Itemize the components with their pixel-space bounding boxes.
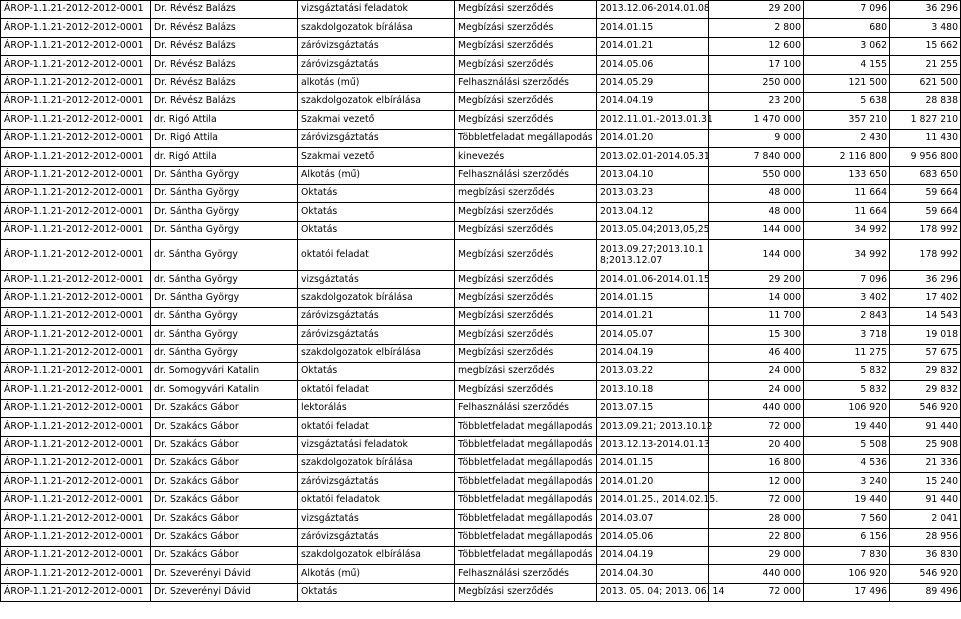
total-cell: 178 992	[890, 240, 961, 271]
contract-type-cell: Felhasználási szerződés	[455, 166, 597, 184]
person-name-cell: Dr. Szakács Gábor	[151, 418, 298, 436]
total-cell: 57 675	[890, 344, 961, 362]
project-code-cell: ÁROP-1.1.21-2012-2012-0001	[1, 1, 151, 19]
project-code-cell: ÁROP-1.1.21-2012-2012-0001	[1, 399, 151, 417]
person-name-cell: dr. Rigó Attila	[151, 111, 298, 129]
table-row	[1, 92, 961, 110]
gross-amount-cell: 550 000	[709, 166, 804, 184]
table-row	[1, 271, 961, 289]
table-row	[1, 326, 961, 344]
date-cell: 2014.04.30	[597, 565, 709, 583]
table-row	[1, 418, 961, 436]
person-name-cell: Dr. Szakács Gábor	[151, 436, 298, 454]
gross-amount-cell: 46 400	[709, 344, 804, 362]
date-cell: 2014.04.19	[597, 344, 709, 362]
contribution-cell: 357 210	[804, 111, 890, 129]
gross-amount-cell: 12 600	[709, 37, 804, 55]
contribution-cell: 17 496	[804, 583, 890, 601]
task-cell: vizsgáztatás	[298, 510, 455, 528]
person-name-cell: Dr. Révész Balázs	[151, 56, 298, 74]
contract-type-cell: Többletfeladat megállapodás	[455, 418, 597, 436]
task-cell: vizsgáztatási feladatok	[298, 1, 455, 19]
table-row	[1, 111, 961, 129]
total-cell: 1 827 210	[890, 111, 961, 129]
contract-type-cell: megbízási szerződés	[455, 363, 597, 381]
task-cell: szakdolgozatok elbírálása	[298, 546, 455, 564]
task-cell: alkotás (mű)	[298, 74, 455, 92]
total-cell: 25 908	[890, 436, 961, 454]
person-name-cell: Dr. Sántha György	[151, 221, 298, 239]
task-cell: szakdolgozatok bírálása	[298, 454, 455, 472]
contract-type-cell: Megbízási szerződés	[455, 240, 597, 271]
task-cell: vizsgáztatás	[298, 271, 455, 289]
project-code-cell: ÁROP-1.1.21-2012-2012-0001	[1, 221, 151, 239]
contract-type-cell: Többletfeladat megállapodás	[455, 491, 597, 509]
total-cell: 683 650	[890, 166, 961, 184]
gross-amount-cell: 29 200	[709, 271, 804, 289]
task-cell: vizsgáztatási feladatok	[298, 436, 455, 454]
contribution-cell: 19 440	[804, 418, 890, 436]
contract-type-cell: kinevezés	[455, 148, 597, 166]
contract-type-cell: Felhasználási szerződés	[455, 74, 597, 92]
project-code-cell: ÁROP-1.1.21-2012-2012-0001	[1, 491, 151, 509]
gross-amount-cell: 48 000	[709, 203, 804, 221]
contribution-cell: 34 992	[804, 221, 890, 239]
contracts-table-body	[1, 1, 961, 602]
contract-type-cell: Megbízási szerződés	[455, 56, 597, 74]
date-cell: 2013.12.06-2014.01.08	[597, 1, 709, 19]
table-row	[1, 583, 961, 601]
project-code-cell: ÁROP-1.1.21-2012-2012-0001	[1, 19, 151, 37]
contract-type-cell: Megbízási szerződés	[455, 289, 597, 307]
gross-amount-cell: 144 000	[709, 240, 804, 271]
total-cell: 17 402	[890, 289, 961, 307]
table-row	[1, 19, 961, 37]
table-row	[1, 307, 961, 325]
person-name-cell: dr. Sántha György	[151, 271, 298, 289]
table-row	[1, 436, 961, 454]
task-cell: záróvizsgáztatás	[298, 473, 455, 491]
gross-amount-cell: 11 700	[709, 307, 804, 325]
task-cell: záróvizsgáztatás	[298, 56, 455, 74]
total-cell: 28 956	[890, 528, 961, 546]
gross-amount-cell: 48 000	[709, 184, 804, 202]
total-cell: 91 440	[890, 491, 961, 509]
table-row	[1, 344, 961, 362]
project-code-cell: ÁROP-1.1.21-2012-2012-0001	[1, 74, 151, 92]
person-name-cell: Dr. Szakács Gábor	[151, 528, 298, 546]
date-cell: 2014.05.06	[597, 56, 709, 74]
task-cell: záróvizsgáztatás	[298, 307, 455, 325]
contribution-cell: 11 664	[804, 184, 890, 202]
project-code-cell: ÁROP-1.1.21-2012-2012-0001	[1, 289, 151, 307]
person-name-cell: Dr. Sántha György	[151, 166, 298, 184]
contract-type-cell: Megbízási szerződés	[455, 583, 597, 601]
gross-amount-cell: 24 000	[709, 363, 804, 381]
contract-type-cell: Többletfeladat megállapodás	[455, 473, 597, 491]
project-code-cell: ÁROP-1.1.21-2012-2012-0001	[1, 565, 151, 583]
table-row	[1, 289, 961, 307]
contribution-cell: 7 096	[804, 1, 890, 19]
date-cell: 2014.03.07	[597, 510, 709, 528]
table-row	[1, 166, 961, 184]
total-cell: 59 664	[890, 203, 961, 221]
table-row	[1, 381, 961, 399]
table-row	[1, 528, 961, 546]
person-name-cell: Dr. Sántha György	[151, 184, 298, 202]
gross-amount-cell: 15 300	[709, 326, 804, 344]
contribution-cell: 11 275	[804, 344, 890, 362]
date-cell: 2013.05.04;2013,05,25	[597, 221, 709, 239]
contribution-cell: 5 638	[804, 92, 890, 110]
project-code-cell: ÁROP-1.1.21-2012-2012-0001	[1, 454, 151, 472]
total-cell: 91 440	[890, 418, 961, 436]
task-cell: oktatói feladat	[298, 381, 455, 399]
total-cell: 21 255	[890, 56, 961, 74]
total-cell: 28 838	[890, 92, 961, 110]
gross-amount-cell: 2 800	[709, 19, 804, 37]
person-name-cell: Dr. Révész Balázs	[151, 74, 298, 92]
table-row	[1, 399, 961, 417]
task-cell: Alkotás (mű)	[298, 166, 455, 184]
person-name-cell: Dr. Szakács Gábor	[151, 399, 298, 417]
contribution-cell: 3 402	[804, 289, 890, 307]
task-cell: szakdolgozatok elbírálása	[298, 344, 455, 362]
contribution-cell: 106 920	[804, 399, 890, 417]
contract-type-cell: Megbízási szerződés	[455, 221, 597, 239]
contract-type-cell: Többletfeladat megállapodás	[455, 454, 597, 472]
person-name-cell: dr. Sántha György	[151, 344, 298, 362]
contract-type-cell: Felhasználási szerződés	[455, 565, 597, 583]
task-cell: lektorálás	[298, 399, 455, 417]
person-name-cell: Dr. Szakács Gábor	[151, 510, 298, 528]
gross-amount-cell: 14 000	[709, 289, 804, 307]
contribution-cell: 3 718	[804, 326, 890, 344]
table-row	[1, 37, 961, 55]
gross-amount-cell: 72 000	[709, 583, 804, 601]
project-code-cell: ÁROP-1.1.21-2012-2012-0001	[1, 240, 151, 271]
person-name-cell: dr. Somogyvári Katalin	[151, 381, 298, 399]
date-cell: 2013. 05. 04; 2013. 06. 14	[597, 583, 709, 601]
contribution-cell: 7 560	[804, 510, 890, 528]
project-code-cell: ÁROP-1.1.21-2012-2012-0001	[1, 184, 151, 202]
date-cell: 2014.01.15	[597, 289, 709, 307]
total-cell: 2 041	[890, 510, 961, 528]
project-code-cell: ÁROP-1.1.21-2012-2012-0001	[1, 307, 151, 325]
contract-type-cell: Megbízási szerződés	[455, 381, 597, 399]
contract-type-cell: Megbízási szerződés	[455, 203, 597, 221]
table-row	[1, 221, 961, 239]
task-cell: Alkotás (mű)	[298, 565, 455, 583]
task-cell: szakdolgozatok bírálása	[298, 19, 455, 37]
date-cell: 2014.04.19	[597, 546, 709, 564]
contribution-cell: 3 240	[804, 473, 890, 491]
contribution-cell: 5 832	[804, 381, 890, 399]
person-name-cell: dr. Sántha György	[151, 326, 298, 344]
contribution-cell: 5 508	[804, 436, 890, 454]
task-cell: záróvizsgáztatás	[298, 528, 455, 546]
person-name-cell: Dr. Rigó Attila	[151, 129, 298, 147]
gross-amount-cell: 440 000	[709, 565, 804, 583]
person-name-cell: Dr. Szakács Gábor	[151, 454, 298, 472]
project-code-cell: ÁROP-1.1.21-2012-2012-0001	[1, 436, 151, 454]
table-row	[1, 546, 961, 564]
date-cell: 2014.04.19	[597, 92, 709, 110]
gross-amount-cell: 72 000	[709, 418, 804, 436]
date-cell: 2013.04.12	[597, 203, 709, 221]
date-cell: 2013.04.10	[597, 166, 709, 184]
task-cell: Szakmai vezető	[298, 111, 455, 129]
gross-amount-cell: 17 100	[709, 56, 804, 74]
gross-amount-cell: 23 200	[709, 92, 804, 110]
contribution-cell: 4 155	[804, 56, 890, 74]
person-name-cell: Dr. Szeverényi Dávid	[151, 565, 298, 583]
table-row	[1, 184, 961, 202]
project-code-cell: ÁROP-1.1.21-2012-2012-0001	[1, 56, 151, 74]
task-cell: oktatói feladatok	[298, 491, 455, 509]
gross-amount-cell: 28 000	[709, 510, 804, 528]
total-cell: 546 920	[890, 399, 961, 417]
project-code-cell: ÁROP-1.1.21-2012-2012-0001	[1, 166, 151, 184]
contribution-cell: 3 062	[804, 37, 890, 55]
task-cell: szakdolgozatok bírálása	[298, 289, 455, 307]
date-cell: 2014.01.20	[597, 473, 709, 491]
total-cell: 15 662	[890, 37, 961, 55]
total-cell: 29 832	[890, 381, 961, 399]
total-cell: 36 830	[890, 546, 961, 564]
person-name-cell: Dr. Révész Balázs	[151, 19, 298, 37]
contribution-cell: 121 500	[804, 74, 890, 92]
total-cell: 9 956 800	[890, 148, 961, 166]
contribution-cell: 2 116 800	[804, 148, 890, 166]
date-cell: 2014.05.07	[597, 326, 709, 344]
gross-amount-cell: 144 000	[709, 221, 804, 239]
contribution-cell: 19 440	[804, 491, 890, 509]
contract-type-cell: Többletfeladat megállapodás	[455, 436, 597, 454]
date-cell: 2014.01.21	[597, 37, 709, 55]
gross-amount-cell: 1 470 000	[709, 111, 804, 129]
contribution-cell: 34 992	[804, 240, 890, 271]
date-cell: 2014.01.06-2014.01.15	[597, 271, 709, 289]
contribution-cell: 11 664	[804, 203, 890, 221]
total-cell: 29 832	[890, 363, 961, 381]
gross-amount-cell: 29 200	[709, 1, 804, 19]
person-name-cell: Dr. Szakács Gábor	[151, 473, 298, 491]
contribution-cell: 106 920	[804, 565, 890, 583]
gross-amount-cell: 7 840 000	[709, 148, 804, 166]
date-cell: 2013.09.21; 2013.10.12	[597, 418, 709, 436]
contract-type-cell: megbízási szerződés	[455, 184, 597, 202]
person-name-cell: dr. Sántha György	[151, 307, 298, 325]
date-cell: 2013.10.18	[597, 381, 709, 399]
gross-amount-cell: 16 800	[709, 454, 804, 472]
project-code-cell: ÁROP-1.1.21-2012-2012-0001	[1, 583, 151, 601]
table-row	[1, 203, 961, 221]
gross-amount-cell: 440 000	[709, 399, 804, 417]
project-code-cell: ÁROP-1.1.21-2012-2012-0001	[1, 271, 151, 289]
total-cell: 178 992	[890, 221, 961, 239]
task-cell: szakdolgozatok elbírálása	[298, 92, 455, 110]
task-cell: Oktatás	[298, 583, 455, 601]
table-row	[1, 363, 961, 381]
date-cell: 2013.03.23	[597, 184, 709, 202]
person-name-cell: dr. Somogyvári Katalin	[151, 363, 298, 381]
gross-amount-cell: 12 000	[709, 473, 804, 491]
task-cell: Oktatás	[298, 221, 455, 239]
gross-amount-cell: 9 000	[709, 129, 804, 147]
date-cell: 2014.01.20	[597, 129, 709, 147]
contribution-cell: 680	[804, 19, 890, 37]
person-name-cell: Dr. Révész Balázs	[151, 92, 298, 110]
date-cell: 2014.05.29	[597, 74, 709, 92]
date-cell: 2012.11.01.-2013.01.31	[597, 111, 709, 129]
table-row	[1, 491, 961, 509]
task-cell: oktatói feladat	[298, 240, 455, 271]
contribution-cell: 2 843	[804, 307, 890, 325]
total-cell: 21 336	[890, 454, 961, 472]
date-cell: 2013.02.01-2014.05.31	[597, 148, 709, 166]
person-name-cell: Dr. Szakács Gábor	[151, 491, 298, 509]
project-code-cell: ÁROP-1.1.21-2012-2012-0001	[1, 92, 151, 110]
contract-type-cell: Megbízási szerződés	[455, 344, 597, 362]
contribution-cell: 6 156	[804, 528, 890, 546]
contribution-cell: 133 650	[804, 166, 890, 184]
total-cell: 546 920	[890, 565, 961, 583]
gross-amount-cell: 29 000	[709, 546, 804, 564]
project-code-cell: ÁROP-1.1.21-2012-2012-0001	[1, 129, 151, 147]
gross-amount-cell: 22 800	[709, 528, 804, 546]
person-name-cell: Dr. Szeverényi Dávid	[151, 583, 298, 601]
total-cell: 621 500	[890, 74, 961, 92]
project-code-cell: ÁROP-1.1.21-2012-2012-0001	[1, 546, 151, 564]
date-cell: 2013.12.13-2014.01.13	[597, 436, 709, 454]
total-cell: 19 018	[890, 326, 961, 344]
table-row	[1, 510, 961, 528]
date-cell: 2013.07.15	[597, 399, 709, 417]
contribution-cell: 5 832	[804, 363, 890, 381]
contribution-cell: 7 830	[804, 546, 890, 564]
contract-type-cell: Megbízási szerződés	[455, 1, 597, 19]
total-cell: 89 496	[890, 583, 961, 601]
contract-type-cell: Megbízási szerződés	[455, 19, 597, 37]
date-cell: 2013.09.27;2013.10.18;2013.12.07	[597, 240, 709, 271]
project-code-cell: ÁROP-1.1.21-2012-2012-0001	[1, 473, 151, 491]
contract-type-cell: Megbízási szerződés	[455, 326, 597, 344]
person-name-cell: dr. Rigó Attila	[151, 148, 298, 166]
contribution-cell: 7 096	[804, 271, 890, 289]
project-code-cell: ÁROP-1.1.21-2012-2012-0001	[1, 37, 151, 55]
total-cell: 11 430	[890, 129, 961, 147]
date-cell: 2014.01.15	[597, 19, 709, 37]
date-cell: 2014.01.25., 2014.02.15.	[597, 491, 709, 509]
table-row	[1, 129, 961, 147]
table-row	[1, 74, 961, 92]
gross-amount-cell: 20 400	[709, 436, 804, 454]
date-cell: 2014.01.21	[597, 307, 709, 325]
date-cell: 2013.03.22	[597, 363, 709, 381]
contribution-cell: 4 536	[804, 454, 890, 472]
contract-type-cell: Többletfeladat megállapodás	[455, 528, 597, 546]
table-row	[1, 240, 961, 271]
project-code-cell: ÁROP-1.1.21-2012-2012-0001	[1, 381, 151, 399]
contract-type-cell: Megbízási szerződés	[455, 37, 597, 55]
task-cell: Oktatás	[298, 363, 455, 381]
task-cell: záróvizsgáztatás	[298, 326, 455, 344]
contribution-cell: 2 430	[804, 129, 890, 147]
project-code-cell: ÁROP-1.1.21-2012-2012-0001	[1, 203, 151, 221]
contract-type-cell: Többletfeladat megállapodás	[455, 510, 597, 528]
project-code-cell: ÁROP-1.1.21-2012-2012-0001	[1, 326, 151, 344]
date-cell: 2014.01.15	[597, 454, 709, 472]
person-name-cell: Dr. Szakács Gábor	[151, 546, 298, 564]
contract-type-cell: Megbízási szerződés	[455, 111, 597, 129]
project-code-cell: ÁROP-1.1.21-2012-2012-0001	[1, 148, 151, 166]
contract-type-cell: Többletfeladat megállapodás	[455, 129, 597, 147]
table-row	[1, 1, 961, 19]
project-code-cell: ÁROP-1.1.21-2012-2012-0001	[1, 111, 151, 129]
project-code-cell: ÁROP-1.1.21-2012-2012-0001	[1, 528, 151, 546]
total-cell: 36 296	[890, 1, 961, 19]
person-name-cell: Dr. Révész Balázs	[151, 1, 298, 19]
gross-amount-cell: 250 000	[709, 74, 804, 92]
table-row	[1, 454, 961, 472]
table-row	[1, 56, 961, 74]
table-row	[1, 148, 961, 166]
person-name-cell: Dr. Révész Balázs	[151, 37, 298, 55]
total-cell: 15 240	[890, 473, 961, 491]
contract-type-cell: Megbízási szerződés	[455, 92, 597, 110]
person-name-cell: Dr. Sántha György	[151, 289, 298, 307]
table-row	[1, 473, 961, 491]
task-cell: záróvizsgáztatás	[298, 37, 455, 55]
task-cell: Oktatás	[298, 184, 455, 202]
task-cell: záróvizsgáztatás	[298, 129, 455, 147]
task-cell: Oktatás	[298, 203, 455, 221]
contract-type-cell: Megbízási szerződés	[455, 271, 597, 289]
project-code-cell: ÁROP-1.1.21-2012-2012-0001	[1, 344, 151, 362]
project-code-cell: ÁROP-1.1.21-2012-2012-0001	[1, 510, 151, 528]
project-code-cell: ÁROP-1.1.21-2012-2012-0001	[1, 418, 151, 436]
gross-amount-cell: 24 000	[709, 381, 804, 399]
date-cell: 2014.05.06	[597, 528, 709, 546]
contract-type-cell: Többletfeladat megállapodás	[455, 546, 597, 564]
gross-amount-cell: 72 000	[709, 491, 804, 509]
task-cell: Szakmai vezető	[298, 148, 455, 166]
contract-type-cell: Felhasználási szerződés	[455, 399, 597, 417]
project-code-cell: ÁROP-1.1.21-2012-2012-0001	[1, 363, 151, 381]
total-cell: 59 664	[890, 184, 961, 202]
total-cell: 36 296	[890, 271, 961, 289]
total-cell: 14 543	[890, 307, 961, 325]
table-row	[1, 565, 961, 583]
total-cell: 3 480	[890, 19, 961, 37]
task-cell: oktatói feladat	[298, 418, 455, 436]
person-name-cell: Dr. Sántha György	[151, 203, 298, 221]
contract-type-cell: Megbízási szerződés	[455, 307, 597, 325]
person-name-cell: dr. Sántha György	[151, 240, 298, 271]
